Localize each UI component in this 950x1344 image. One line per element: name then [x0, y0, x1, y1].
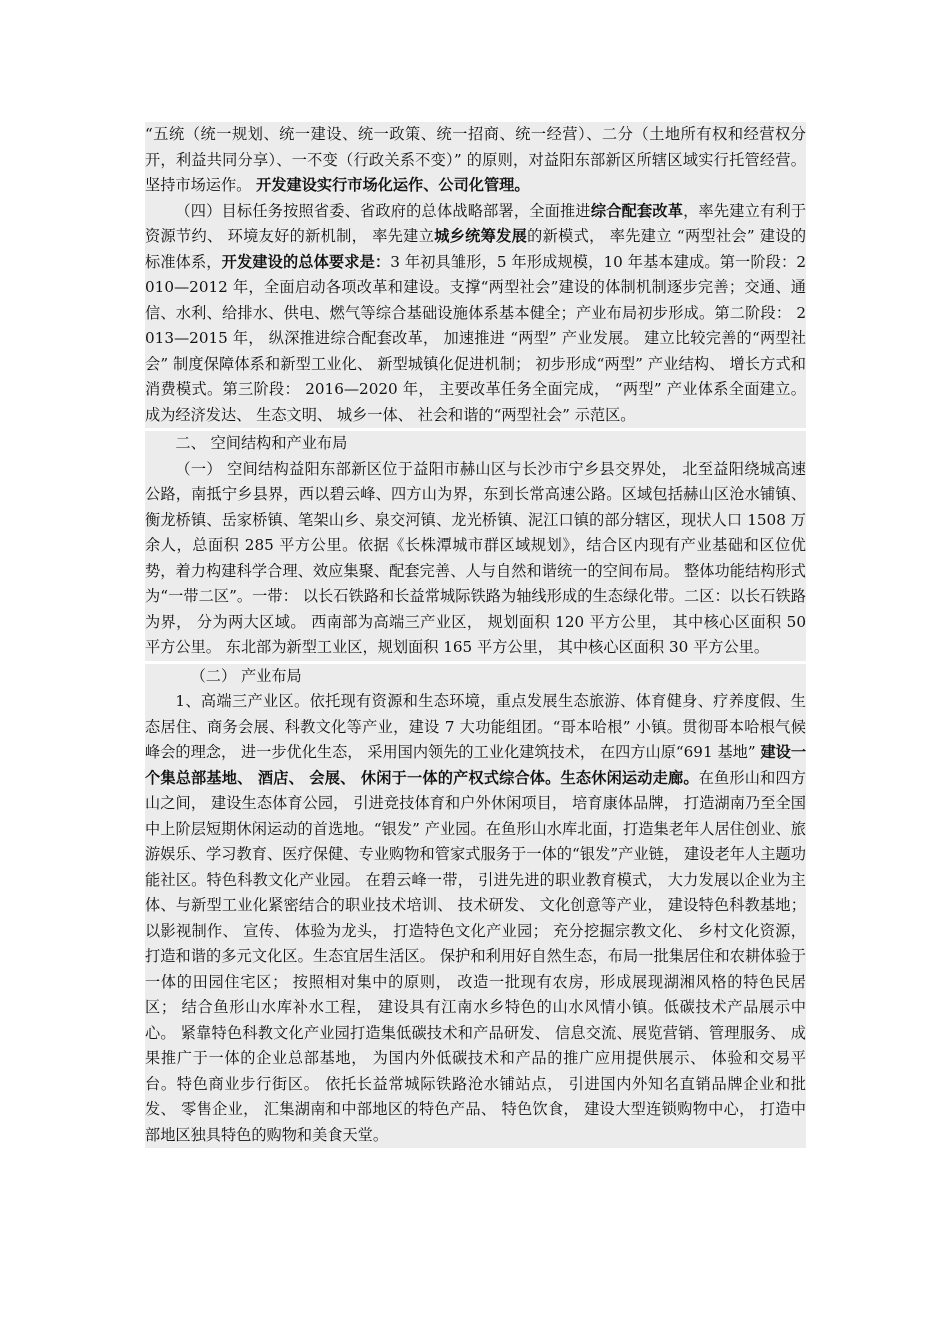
section-heading: 二、 空间结构和产业布局 — [175, 434, 348, 452]
text-run: “五统（统一规划、统一建设、统一政策、统一招商、统一经营）、二分（土地所有权和经营权分开，利益共同分享）、一不变（行政关系不变）” 的原则，对益阳东部新区所辖区域实行托管经营。坚持市场运作。 — [145, 125, 806, 194]
text-block-top — [145, 122, 806, 428]
text-block-middle — [145, 431, 806, 661]
text-run: ，率先建立有利于资源节约、 环境友好的新机制， 率先建立 — [145, 201, 807, 245]
paragraph-goals — [145, 199, 806, 429]
text-run-bold: 开发建设的总体要求是： — [221, 252, 391, 271]
text-run-bold: 城乡统筹发展 — [434, 227, 528, 245]
text-run: 1、高端三产业区。依托现有资源和生态环境，重点发展生态旅游、体育健身、疗养度假、生态居住、商务会展、科教文化等产业，建设 7 大功能组团。“哥本哈根” 小镇。贯彻哥本哈根气候峰会的理念， 进一步优化生态， 采用国内领先的工业化建筑技术， 在四方山原“691 基地” — [145, 692, 806, 761]
text-run-bold: 综合配套改革 — [590, 201, 684, 220]
text-run: 3 年初具雏形，5 年形成规模，10 年基本建成。第一阶段：2010—2012 年，全面启动各项改革和建设。支撑“两型社会”建设的体制机制逐步完善；交通、通信、水利、给排水、供电、燃气等综合基础设施体系基本健全；产业布局初步形成。第二阶段： 2013—2015 年， 纵深推进综合配套改革， 加速推进 “两型” 产业发展。 建立比较完善的“两型社会” 制度保障体系和新型工业化、 新型城镇化促进机制； 初步形成“两型” 产业结构、 增长方式和消费模式。第三阶段： 2016—2020 年， 主要改革任务全面完成， “两型” 产业体系全面建立。 成为经济发达、 生态文明、 城乡一体、 社会和谐的“两型社会” 示范区。 — [145, 252, 807, 424]
subsection-heading: （二） 产业布局 — [190, 666, 302, 685]
text-run-bold: 开发建设实行市场化运作、公司化管理。 — [256, 176, 530, 194]
paragraph-spatial-structure: （一） 空间结构益阳东部新区位于益阳市赫山区与长沙市宁乡县交界处， 北至益阳绕城高速公路，南抵宁乡县界，西以碧云峰、四方山为界，东到长常高速公路。区域包括赫山区沧水铺镇、衡龙桥镇、岳家桥镇、笔架山乡、泉交河镇、龙光桥镇、泥江口镇的部分辖区，现状人口 1508 万余人，总面积 285 平方公里。依据《长株潭城市群区域规划》，结合区内现有产业基础和区位优势，着力构建科学合理、效应集聚、配套完善、人与自然和谐统一的空间布局。 整体功能结构形式为“一带二区”。一带： 以长石铁路和长益常城际铁路为轴线形成的生态绿化带。二区：以长石铁路为界， 分为两大区域。 西南部为高端三产业区， 规划面积 120 平方公里， 其中核心区面积 50 平方公里。 东北部为新型工业区，规划面积 165 平方公里， 其中核心区面积 30 平方公里。 — [145, 459, 806, 656]
text-run: 的新模式， 率先建立 “两型社会” 建设的标准体系， — [145, 227, 807, 271]
text-run: （四）目标任务按照省委、省政府的总体战略部署，全面推进 — [175, 201, 591, 220]
document-page — [145, 122, 806, 1148]
paragraph-industry-layout — [145, 689, 806, 1148]
text-run-bold: 建设一个集总部基地、 酒店、 会展、 休闲于一体的产权式综合体。生态休闲运动走廊。 — [145, 743, 807, 787]
paragraph-principles — [145, 122, 806, 199]
text-run: 在鱼形山和四方山之间， 建设生态体育公园， 引进竞技体育和户外休闲项目， 培育康体品牌， 打造湖南乃至全国中上阶层短期休闲运动的首选地。“银发” 产业园。在鱼形山水库北面，打造集老年人居住创业、旅游娱乐、学习教育、医疗保健、专业购物和管家式服务于一体的“银发”产业链， 建设老年人主题功能社区。特色科教文化产业园。 在碧云峰一带， 引进先进的职业教育模式， 大力发展以企业为主体、与新型工业化紧密结合的职业技术培训、 技术研发、 文化创意等产业， 建设特色科教基地； 以影视制作、 宣传、 体验为龙头， 打造特色文化产业园； 充分挖掘宗教文化、 乡村文化资源， 打造和谐的多元文化区。生态宜居生活区。 保护和利用好自然生态，布局一批集居住和农耕体验于一体的田园住宅区； 按照相对集中的原则， 改造一批现有农房，形成展现湖湘风格的特色民居区； 结合鱼形山水库补水工程， 建设具有江南水乡特色的山水风情小镇。低碳技术产品展示中心。 紧靠特色科教文化产业园打造集低碳技术和产品研发、 信息交流、展览营销、管理服务、 成果推广于一体的企业总部基地， 为国内外低碳技术和产品的推广应用提供展示、 体验和交易平台。特色商业步行街区。 依托长益常城际铁路沧水铺站点， 引进国内外知名直销品牌企业和批发、 零售企业， 汇集湖南和中部地区的特色产品、 特色饮食， 建设大型连锁购物中心， 打造中部地区独具特色的购物和美食天堂。 — [145, 768, 806, 1144]
text-block-bottom — [145, 664, 806, 1149]
